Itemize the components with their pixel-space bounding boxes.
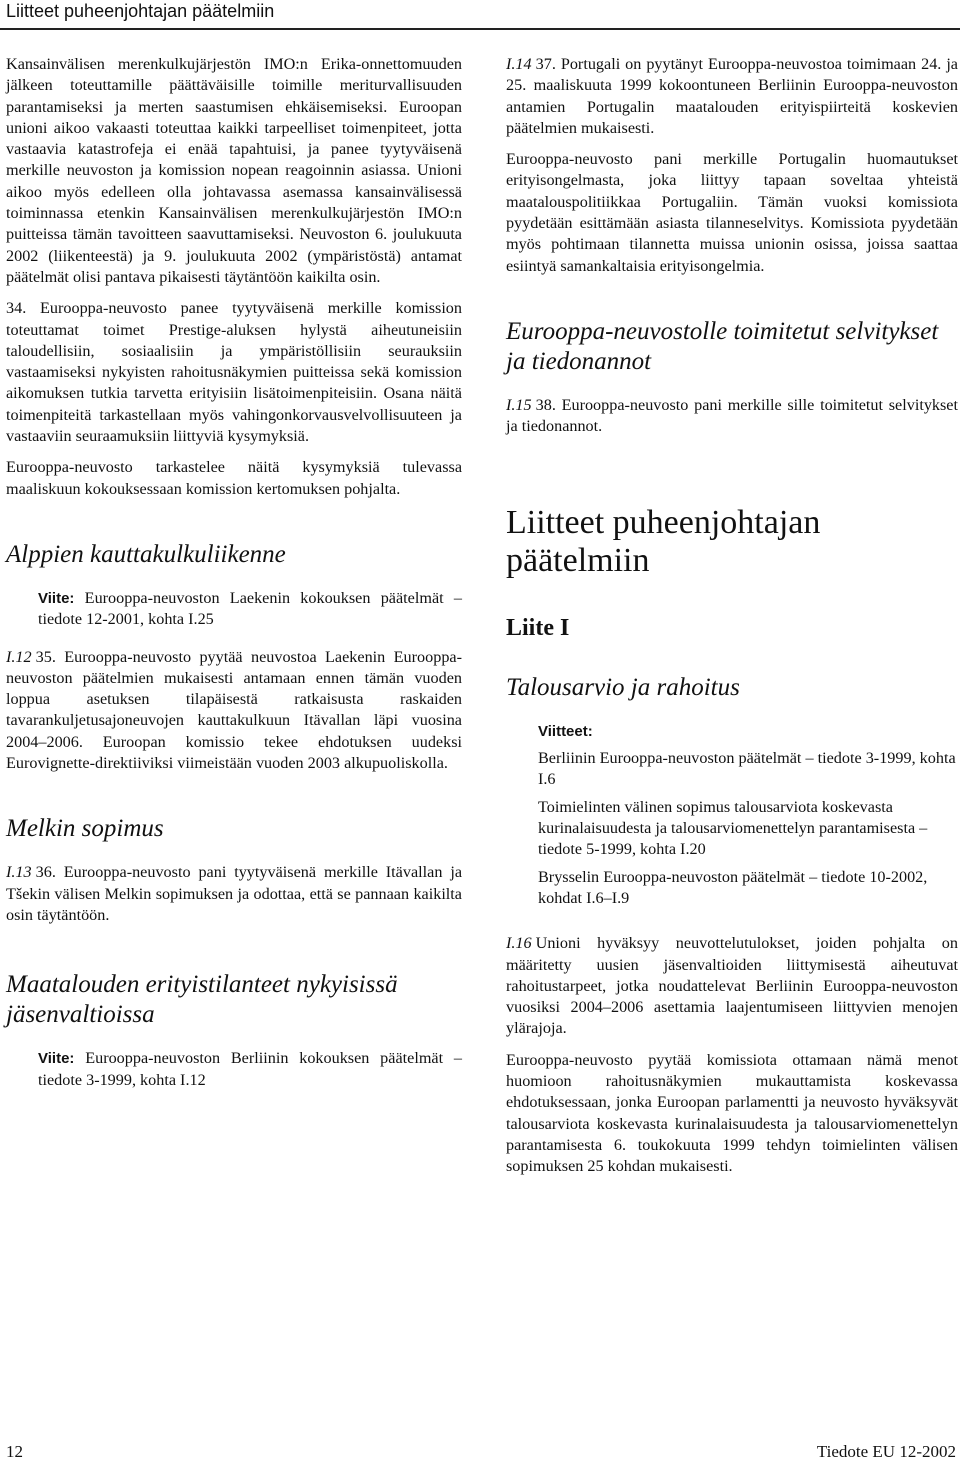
section-heading-melk-agreement: Melkin sopimus xyxy=(6,815,164,843)
section-heading-agriculture: Maatalouden erityistilanteet nykyisissä jäsenvaltioissa xyxy=(6,971,398,1029)
paragraph-34: 34. Eurooppa-neuvosto panee tyytyväisenä merkille komission toteuttamat toimet Prestige-aluksen hylystä aiheutuneisiin taloudellisiin, sosiaalisiin ja ympäristöllisiin seurauksiin vastaamiseksi nykyisten rahoitusnäkymien puitteissa sekä komission aikomuksen tutkia tarvetta erityisiin lisätoimenpiteisiin. Osana näitä toimenpiteitä tarkastellaan myös vahingonkorvausvelvollisuuteen ja vastaaviin seuraamuksiin liittyviä kysymyksiä. xyxy=(6,299,462,446)
margin-reference: I.13 xyxy=(6,863,32,882)
margin-reference: I.16 xyxy=(506,934,532,953)
left-column xyxy=(6,54,462,1107)
paragraph-i16 xyxy=(506,933,958,1039)
running-header: Liitteet puheenjohtajan päätelmiin xyxy=(6,1,275,21)
annex-main-title: Liitteet puheenjohtajan päätelmiin xyxy=(506,503,821,579)
paragraph-i16-followup: Eurooppa-neuvosto pyytää komissiota ottamaan nämä menot huomioon rahoitusnäkymien mukauttamista koskevassa ehdotuksessaan, jonka Euroopan parlamentti ja neuvosto hyväksyvät talousarviota koskevasta kurinalaisuudesta ja talousarviomenettelyn parantamisesta 6. toukokuuta 1999 tehdyn toimielinten välisen sopimuksen 25 kohdan mukaisesti. xyxy=(506,1050,958,1176)
paragraph-text: Unioni hyväksyy neuvottelutulokset, joiden pohjalta on määritetty uusien jäsenvaltioiden liittymisestä aiheutuvat rahoitustarpeet, jotka noudattelevat Berliinin Eurooppa-neuvoston vuosiksi 2004–2006 asettamia laajentumiseen liittyvien menojen ylärajoja. xyxy=(506,934,958,1038)
section-heading-alpine-transit: Alppien kauttakulkuliikenne xyxy=(6,540,286,568)
paragraph-37-followup: Eurooppa-neuvosto pani merkille Portugalin huomautukset erityisongelmasta, joka liittyy tapaan soveltaa yhteistä maatalouspolitiikkaa Portugaliin. Tämän vuoksi komissiota pyydetään esittämään asiasta tilanneselvitys. Komissiota pyydetään myös pohtimaan tilannetta muissa unionin osissa, joissa saattaa esiintyä samankaltaisia erityisongelmia. xyxy=(506,150,958,275)
paragraph-text: 37. Portugali on pyytänyt Eurooppa-neuvostoa toimimaan 24. ja 25. maaliskuuta 1999 kokoontuneen Berliinin Eurooppa-neuvoston antamien Portugalin maatalouden erityispiirteitä koskevien päätelmien mukaisesti. xyxy=(506,55,958,137)
paragraph-text: 36. Eurooppa-neuvosto pani tyytyväisenä merkille Itävallan ja Tšekin välisen Melkin sopimuksen ja odottaa, että se pannaan kaikilta osin täytäntöön. xyxy=(6,863,462,924)
references-label: Viitteet: xyxy=(538,722,593,740)
paragraph-text: 35. Eurooppa-neuvosto pyytää neuvostoa Laekenin Eurooppa-neuvoston päätelmien mukaisesti antamaan ennen tämän vuoden loppua asetuksen tilapäisestä ratkaisusta raskaiden tavarankuljetusajoneuvojen kauttakulkuun Itävallan läpi vuosina 2004–2006. Euroopan komissio tekee ehdotuksen uudeksi Eurovignette-direktiiviksi viimeistään vuoden 2003 alkupuoliskolla. xyxy=(6,647,462,773)
header-rule xyxy=(0,28,960,30)
margin-reference: I.12 xyxy=(6,647,32,666)
paragraph-38 xyxy=(506,395,958,438)
reference-text: Eurooppa-neuvoston Laekenin kokouksen päätelmät – tiedote 12-2001, kohta I.25 xyxy=(38,588,462,629)
reference-label: Viite: xyxy=(38,589,75,607)
page-number: 12 xyxy=(6,1442,23,1461)
section-heading-budget: Talousarvio ja rahoitus xyxy=(506,673,740,701)
paragraph-text: 38. Eurooppa-neuvosto pani merkille sille toimitetut selvitykset ja tiedonannot. xyxy=(506,395,958,436)
reference-item: Brysselin Eurooppa-neuvoston päätelmät – tiedote 10-2002, kohdat I.6–I.9 xyxy=(538,867,928,907)
margin-reference: I.14 xyxy=(506,55,532,73)
section-heading-reports: Eurooppa-neuvostolle toimitetut selvitykset ja tiedonannot xyxy=(506,317,939,375)
paragraph-33-continued: Kansainvälisen merenkulkujärjestön IMO:n Erika-onnettomuuden jälkeen toteuttamille päättäväisille toimille meriturvallisuuden parantamiseksi ja merten saastumisen ehkäisemiseksi. Euroopan unioni aikoo vakaasti toteuttaa kaikki tarpeelliset toimenpiteet, jotta vastaavia katastrofeja ei enää tapahtuisi, ja panee tyytyväisenä merkille neuvoston ja komission nopean reagoinnin asiassa. Unioni aikoo myös edelleen olla johtavassa asemassa kansainvälisessä toiminnassa etenkin Kansainvälisen merenkulkujärjestön IMO:n puitteissa tämän tavoitteen saavuttamiseksi. Neuvoston 6. joulukuuta 2002 (liikenteestä) ja 9. joulukuuta 2002 (ympäristöstä) antamat päätelmät olisi pantava pikaisesti täytäntöön kaikilta osin. xyxy=(6,55,462,286)
annex-label: Liite I xyxy=(506,614,570,641)
reference-label: Viite: xyxy=(38,1050,75,1068)
reference-item: Toimielinten välinen sopimus talousarviota koskevasta kurinalaisuudesta ja talousarviomenettelyn parantamisesta – tiedote 5-1999, kohta I.20 xyxy=(538,797,928,859)
margin-reference: I.15 xyxy=(506,395,532,414)
reference-block xyxy=(6,1048,462,1091)
paragraph-35 xyxy=(6,647,462,775)
reference-item: Berliinin Eurooppa-neuvoston päätelmät – tiedote 3-1999, kohta I.6 xyxy=(538,749,956,789)
reference-block xyxy=(6,588,462,631)
paragraph-36 xyxy=(6,862,462,926)
reference-text: Eurooppa-neuvoston Berliinin kokouksen päätelmät – tiedote 3-1999, kohta I.12 xyxy=(38,1049,462,1089)
right-column xyxy=(506,54,958,1188)
publication-name: Tiedote EU 12-2002 xyxy=(816,1442,956,1461)
paragraph-37 xyxy=(506,54,958,139)
paragraph-34-followup: Eurooppa-neuvosto tarkastelee näitä kysymyksiä tulevassa maaliskuun kokouksessaan komission kertomuksen pohjalta. xyxy=(6,458,462,498)
